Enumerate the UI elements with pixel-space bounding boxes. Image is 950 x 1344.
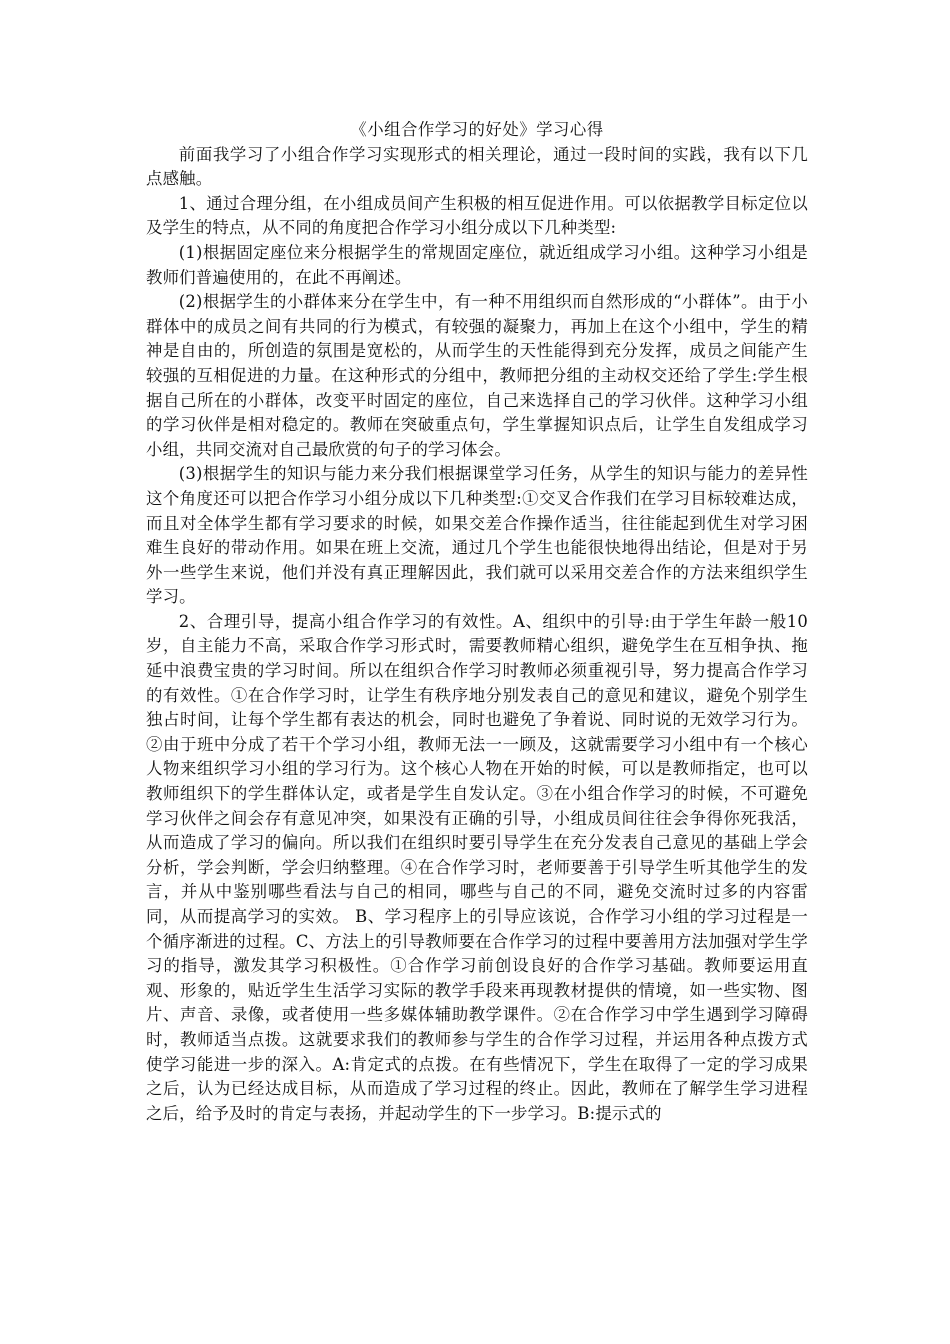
paragraph-guidance: 2、合理引导，提高小组合作学习的有效性。A、组织中的引导:由于学生年龄一般10岁，自主能力不高，采取合作学习形式时，需要教师精心组织，避免学生在互相争执、拖延中浪费宝贵的学习时间。所以在组织合作学习时教师必须重视引导，努力提高合作学习的有效性。①在合作学习时，让学生有秩序地分别发表自己的意见和建议，避免个别学生独占时间，让每个学生都有表达的机会，同时也避免了争着说、同时说的无效学习行为。 ②由于班中分成了若干个学习小组，教师无法一一顾及，这就需要学习小组中有一个核心人物来组织学习小组的学习行为。这个核心人物在开始的时候，可以是教师指定，也可以教师组织下的学生群体认定，或者是学生自发认定。③在小组合作学习的时候，不可避免学习伙伴之间会存有意见冲突，如果没有正确的引导，小组成员间往往会争得你死我活，从而造成了学习的偏向。所以我们在组织时要引导学生在充分发表自己意见的基础上学会分析，学会判断，学会归纳整理。④在合作学习时，老师要善于引导学生听其他学生的发言，并从中鉴别哪些看法与自己的相同，哪些与自己的不同，避免交流时过多的内容雷同，从而提高学习的实效。 B、学习程序上的引导应该说，合作学习小组的学习过程是一个循序渐进的过程。C、方法上的引导教师要在合作学习的过程中要善用方法加强对学生学习的指导，激发其学习积极性。①合作学习前创设良好的合作学习基础。教师要运用直观、形象的，贴近学生生活学习实际的教学手段来再现教材提供的情境，如一些实物、图片、声音、录像，或者使用一些多媒体辅助教学课件。②在合作学习中学生遇到学习障碍时，教师适当点拨。这就要求我们的教师参与学生的合作学习过程，并运用各种点拨方式使学习能进一步的深入。A:肯定式的点拨。在有些情况下，学生在取得了一定的学习成果之后，认为已经达成目标，从而造成了学习过程的终止。因此，教师在了解学生学习进程之后，给予及时的肯定与表扬，并起动学生的下一步学习。B:提示式的 — [146, 611, 808, 1123]
document-title: 《小组合作学习的好处》学习心得 — [350, 120, 604, 139]
paragraph-grouping: 1、通过合理分组，在小组成员间产生积极的相互促进作用。可以依据教学目标定位以及学生的特点，从不同的角度把合作学习小组分成以下几种类型: — [146, 193, 808, 238]
paragraph-knowledge-ability: (3)根据学生的知识与能力来分我们根据课堂学习任务，从学生的知识与能力的差异性这个角度还可以把合作学习小组分成以下几种类型:①交叉合作我们在学习目标较难达成，而且对全体学生都有学习要求的时候，如果交差合作操作适当，往往能起到优生对学习困难生良好的带动作用。如果在班上交流，通过几个学生也能很快地得出结论，但是对于另外一些学生来说，他们并没有真正理解因此，我们就可以采用交差合作的方法来组织学生学习。 — [146, 464, 808, 607]
paragraph-small-group: (2)根据学生的小群体来分在学生中，有一种不用组织而自然形成的“小群体”。由于小群体中的成员之间有共同的行为模式，有较强的凝聚力，再加上在这个小组中，学生的精神是自由的，所创造的氛围是宽松的，从而学生的天性能得到充分发挥，成员之间能产生较强的互相促进的力量。在这种形式的分组中，教师把分组的主动权交还给了学生:学生根据自己所在的小群体，改变平时固定的座位，自己来选择自己的学习伙伴。这种学习小组的学习伙伴是相对稳定的。教师在突破重点句，学生掌握知识点后，让学生自发组成学习小组，共同交流对自己最欣赏的句子的学习体会。 — [146, 292, 808, 459]
paragraph-intro: 前面我学习了小组合作学习实现形式的相关理论，通过一段时间的实践，我有以下几点感触。 — [146, 144, 808, 189]
document-page — [146, 118, 808, 1126]
paragraph-fixed-seat: (1)根据固定座位来分根据学生的常规固定座位，就近组成学习小组。这种学习小组是教师们普遍使用的，在此不再阐述。 — [146, 242, 808, 287]
